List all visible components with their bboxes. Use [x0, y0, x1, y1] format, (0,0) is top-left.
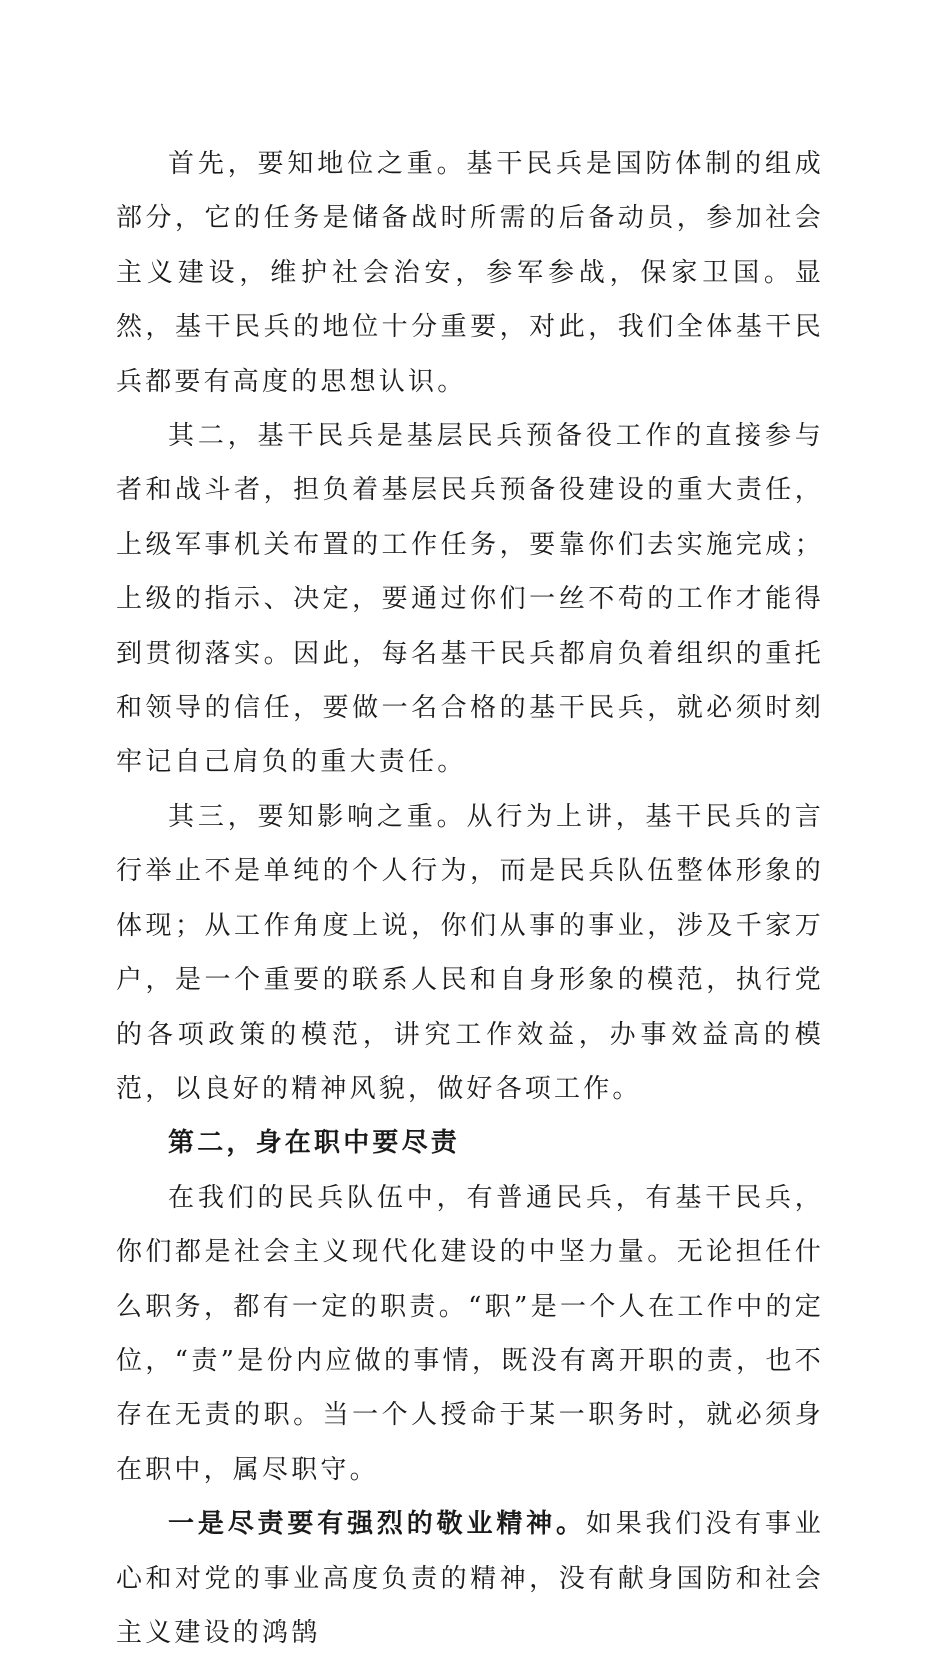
section-heading: 第二，身在职中要尽责: [168, 1128, 461, 1159]
paragraph-influence: 其三，要知影响之重。从行为上讲，基干民兵的言行举止不是单纯的个人行为，而是民兵队伍整体形象的体现；从工作角度上说，你们从事的事业，涉及千家万户，是一个重要的联系人民和自身形象的模范，执行党的各项政策的模范，讲究工作效益，办事效益高的模范，以良好的精神风貌，做好各项工作。: [116, 801, 824, 1104]
document-body: [116, 137, 824, 1660]
paragraph-lead-sentence: 一是尽责要有强烈的敬业精神。: [168, 1509, 586, 1540]
paragraph-dedication: [116, 1497, 824, 1660]
paragraph-duty: 在我们的民兵队伍中，有普通民兵，有基干民兵，你们都是社会主义现代化建设的中坚力量。无论担任什么职务，都有一定的职责。“职”是一个人在工作中的定位，“责”是份内应做的事情，既没有离开职的责，也不存在无责的职。当一个人授命于某一职务时，就必须身在职中，属尽职守。: [116, 1182, 824, 1485]
paragraph-responsibility: 其二，基干民兵是基层民兵预备役工作的直接参与者和战斗者，担负着基层民兵预备役建设的重大责任，上级军事机关布置的工作任务，要靠你们去实施完成；上级的指示、决定，要通过你们一丝不苟的工作才能得到贯彻落实。因此，每名基干民兵都肩负着组织的重托和领导的信任，要做一名合格的基干民兵，就必须时刻牢记自己肩负的重大责任。: [116, 421, 824, 778]
paragraph-dedication-text: 如果我们没有事业心和对党的事业高度负责的精神，没有献身国防和社会主义建设的鸿鹄: [116, 1509, 824, 1648]
paragraph-position-importance: 首先，要知地位之重。基干民兵是国防体制的组成部分，它的任务是储备战时所需的后备动员，参加社会主义建设，维护社会治安，参军参战，保家卫国。显然，基干民兵的地位十分重要，对此，我们全体基干民兵都要有高度的思想认识。: [116, 149, 824, 397]
